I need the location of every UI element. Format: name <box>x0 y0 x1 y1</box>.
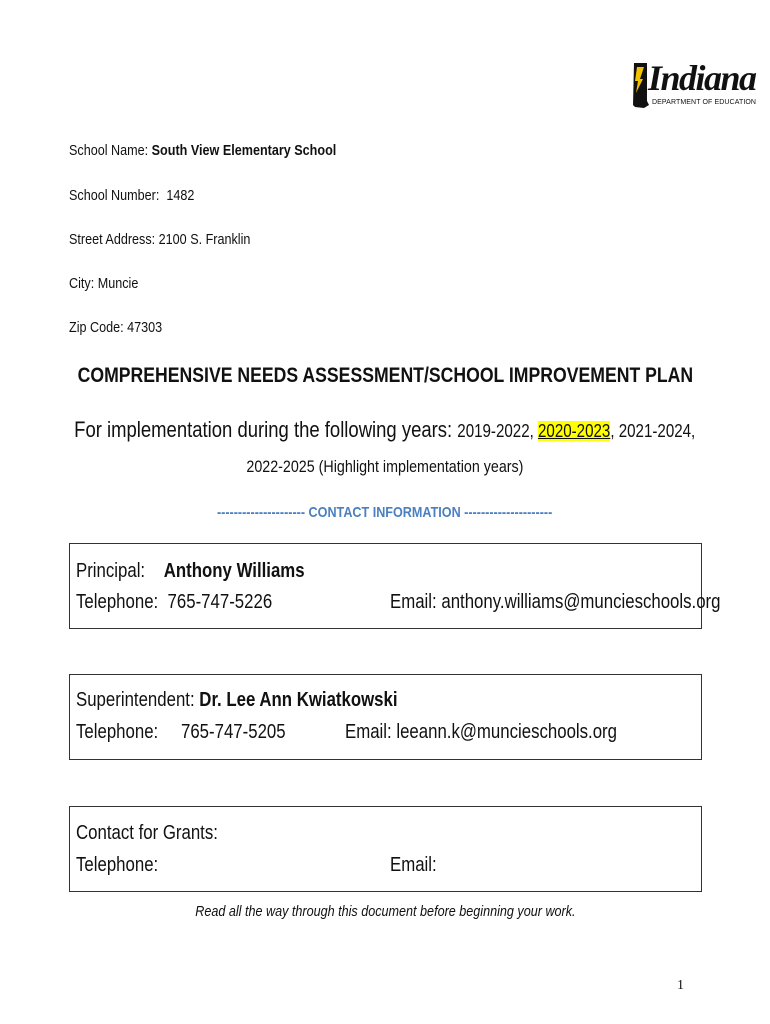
grants-email-label: Email: <box>390 854 437 876</box>
grants-label: Contact for Grants: <box>76 822 218 844</box>
superintendent-phone-label: Telephone: <box>76 721 159 743</box>
superintendent-contact-box <box>69 674 702 760</box>
street-address-value: 2100 S. Franklin <box>158 231 251 248</box>
superintendent-label: Superintendent: <box>76 689 195 711</box>
principal-phone-label: Telephone: <box>76 591 159 613</box>
principal-email-label: Email: <box>390 591 437 613</box>
city-row <box>69 275 152 292</box>
year-2019-2022: 2019-2022, <box>457 421 539 441</box>
city-label: City: <box>69 275 95 292</box>
zip-code-row <box>69 319 180 336</box>
street-address-row <box>69 231 285 248</box>
implementation-years-line <box>0 417 770 443</box>
superintendent-email: leeann.k@muncieschools.org <box>396 721 618 743</box>
school-name-value: South View Elementary School <box>151 142 337 159</box>
school-name-label: School Name: <box>69 142 149 159</box>
city-value: Muncie <box>97 275 139 292</box>
implementation-lead: For implementation during the following years: <box>74 417 458 442</box>
zip-code-value: 47303 <box>127 319 163 336</box>
page-number: 1 <box>677 978 684 993</box>
contact-information-heading: --------------------- CONTACT INFORMATION --------------------- <box>217 504 553 521</box>
school-number-row <box>69 187 218 204</box>
principal-label: Principal: <box>76 560 146 582</box>
year-2021-2024: , 2021-2024, <box>610 421 696 441</box>
superintendent-email-label: Email: <box>345 721 392 743</box>
school-number-label: School Number: <box>69 187 160 204</box>
instruction-note: Read all the way through this document before beginning your work. <box>194 903 576 920</box>
implementation-years-line-2: 2022-2025 (Highlight implementation years) <box>246 457 524 476</box>
grants-contact-box <box>69 806 702 892</box>
logo-wordmark: Indiana <box>648 58 756 98</box>
year-2020-2023-highlighted: 2020-2023 <box>538 421 611 441</box>
zip-code-label: Zip Code: <box>69 319 124 336</box>
superintendent-name: Dr. Lee Ann Kwiatkowski <box>199 689 398 711</box>
school-number-value: 1482 <box>166 187 195 204</box>
principal-email: anthony.williams@muncieschools.org <box>441 591 721 613</box>
principal-phone: 765-747-5226 <box>167 591 273 613</box>
document-title: COMPREHENSIVE NEEDS ASSESSMENT/SCHOOL IMPROVEMENT PLAN <box>77 364 693 387</box>
indiana-doe-logo <box>632 58 757 112</box>
grants-phone-label: Telephone: <box>76 854 159 876</box>
principal-contact-box <box>69 543 721 629</box>
school-name-row <box>69 142 387 159</box>
logo-department: DEPARTMENT OF EDUCATION <box>652 99 757 106</box>
principal-name: Anthony Williams <box>163 560 305 582</box>
street-address-label: Street Address: <box>69 231 156 248</box>
superintendent-phone: 765-747-5205 <box>181 721 286 743</box>
